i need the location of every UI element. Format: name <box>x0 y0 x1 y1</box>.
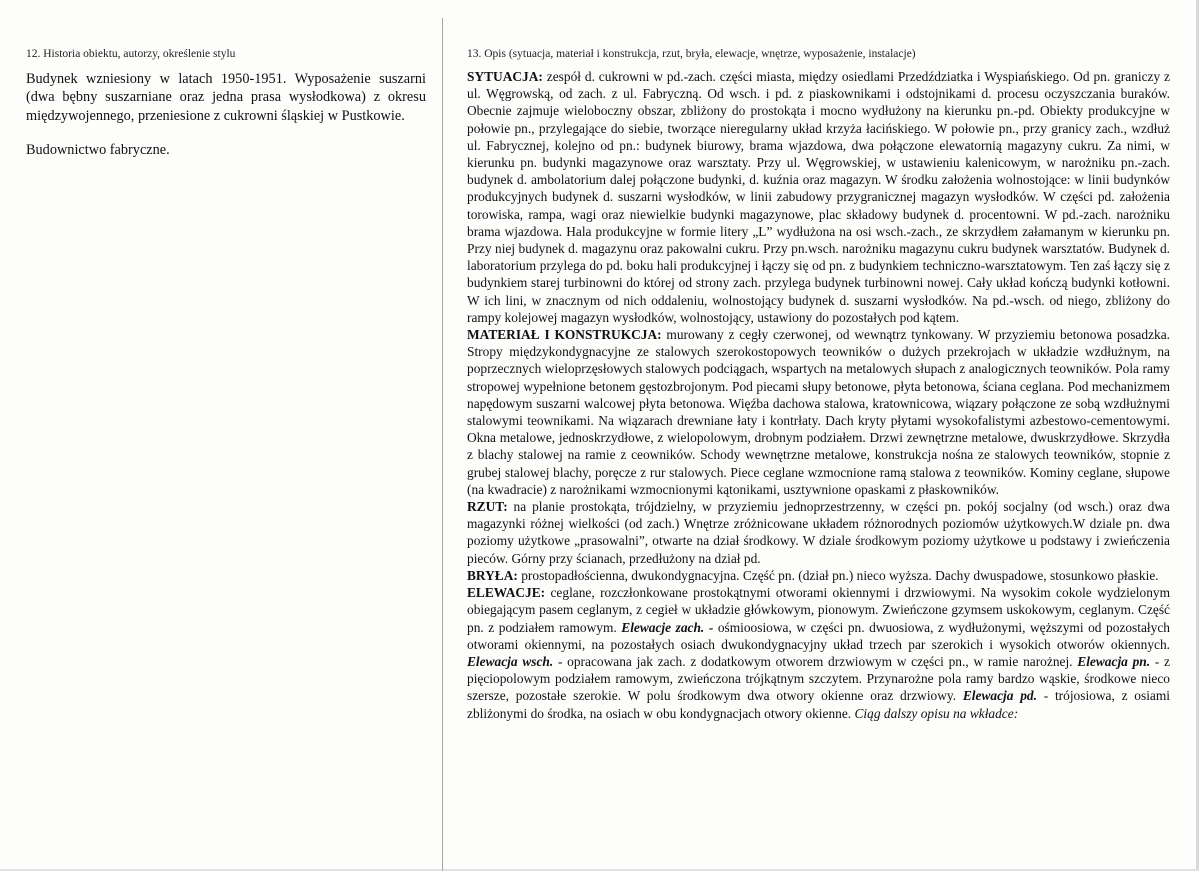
style-text: Budownictwo fabryczne. <box>26 142 170 159</box>
paragraph-material <box>467 326 1170 498</box>
paragraph-elewacje <box>467 584 1170 722</box>
text-elewacja-pd: - trójosiowa, z osiami zbliżonymi do środka, na osiach w obu kondygnacjach otwory okienne. <box>467 688 1171 721</box>
label-elewacja-pd: Elewacja pd. <box>962 688 1037 704</box>
label-elewacje-zach: Elewacje zach. - <box>621 619 714 635</box>
section-13 <box>457 48 1170 722</box>
text-rzut: na planie prostokąta, trójdzielny, w przyziemiu jednoprzestrzenny, w części pn. pokój socjalny (od wsch.) oraz dwa magazynki różnej wielkości (od zach.) Wnętrze zróżnicowane układem różnorodnych poziomów użytkowych.W dziale pn. dwa poziomy użytkowe „prasowalni”, otwarte na dział środkowy. W dziale środkowym poziomy użytkowe u podstawy i zwieńczenia pieców. Górny przy ścianach, przedłużony na dział pd. <box>467 499 1170 566</box>
label-material: MATERIAŁ I KONSTRUKCJA: <box>467 327 662 343</box>
continued-note: Ciąg dalszy opisu na wkładce: <box>854 705 1019 721</box>
label-rzut: RZUT: <box>467 499 508 515</box>
label-elewacja-wsch: Elewacja wsch. <box>467 653 554 669</box>
section-12 <box>26 48 426 160</box>
label-bryla: BRYŁA: <box>467 567 518 583</box>
text-elewacja-pn: - z pięciopolowym podziałem ramowym, zwieńczona trójkątnym szczytem. Przynarożne pola ramy bardzo wąskie, środkowe nieco szersze, pozostałe szerokie. W polu środkowym dwa otwory okienne oraz drzwiowy. <box>467 653 1171 704</box>
label-elewacje: ELEWACJE: <box>467 585 546 601</box>
label-sytuacja: SYTUACJA: <box>467 69 543 84</box>
column-divider <box>442 18 443 871</box>
section-13-heading: 13. Opis (sytuacja, materiał i konstrukcja, rzut, bryła, elewacje, wnętrze, wyposażenie, instalacje) <box>467 48 916 60</box>
label-elewacja-pn: Elewacja pn. <box>1077 653 1151 669</box>
history-text: Budynek wzniesiony w latach 1950-1951. Wyposażenie suszarni (dwa bębny suszarniane oraz jedna prasa wysłodkowa) z okresu międzywojennego, przeniesione z cukrowni śląskiej w Pustkowie. <box>26 71 426 124</box>
text-sytuacja: zespół d. cukrowni w pd.-zach. części miasta, między osiedlami Przedździatka i Wyspiańskiego. Od pn. graniczy z ul. Węgrowską, od zach. z ul. Fabryczną. Od wsch. i pd. z piaskownikami i odstojnikami d. procesu oczyszczania buraków. Obecnie zajmuje wieloboczny obszar, zbliżony do prostokąta i mocno wydłużony na kierunku pn.-pd. Obiekty produkcyjne w połowie pn., przylegające do siebie, tworzące nieregularny układ krzyża łacińskiego. W połowie pn., przy granicy zach., wzdłuż ul. Fabrycznej, kolejno od pn.: budynek biurowy, brama wjazdowa, dwa połączone elewatornią magazyny cukru. Za nimi, w kierunku pn. budynki magazynowe oraz warsztaty. Przy ul. Węgrowskiej, w ustawieniu kalenicowym, w narożniku pn.-zach. budynek d. ambolatorium dalej połączone budynki, d. kuźnia oraz magazyn. W środku założenia wolnostojące: w linii budynków produkcyjnych budynek d. suszarni wysłodków, w linii zabudowy przygranicznej magazyn wysłodków. W części pd. założenia torowiska, rampa, wagi oraz niewielkie budynki magazynowe, plac składowy budynek d. procentowni. W pd.-zach. narożniku brama wjazdowa. Hala produkcyjne w formie litery „L” wydłużona na osi wsch.-zach., ze skrzydłem załamanym w kierunku pn. Przy niej budynek d. magazynu oraz pakowalni cukru. Przy pn.wsch. narożniku magazynu cukru budynek warsztatów. Budynek d. laboratorium przylega do pd. boku hali produkcyjnej i łączy się od pn. z budynkiem techniczno-warsztatowym. Ten zaś łączy się z budynkiem starej turbinowni do której od strony zach. przylega budynek turbinowni nowej. Cały układ kończą budynki kotłowni. W ich lini, w znacznym od nich oddaleniu, wolnostojący budynek d. suszarni wysłodków. Na pd.-wsch. od niego, zbliżony do rampy kolejowej magazyn wysłodków, wolnostojący, ustawiony do pozostałych pod kątem. <box>467 69 1170 325</box>
paragraph-sytuacja <box>467 68 1170 326</box>
text-material: murowany z cegły czerwonej, od wewnątrz tynkowany. W przyziemiu betonowa posadzka. Stropy międzykondygnacyjne ze stalowych szerokostopowych teowników o dużych przekrojach w układzie wzdłużnym, na poprzecznych wieloprzęsłowych stalowych podciągach, wspartych na metalowych słupach z analogicznych teowników. Pola ramy stropowej wypełnione betonem gęstozbrojonym. Pod piecami słupy betonowe, płyta betonowa, ściana ceglana. Pod mechanizmem napędowym suszarni walcowej płyta betonowa. Więźba dachowa stalowa, kratownicowa, wiązary połączone ze sobą wzdłużnymi stalowymi teownikami. Na wiązarach drewniane łaty i kontrłaty. Dach kryty płytami wysokofalistymi azbestowo-cementowymi. Okna metalowe, jednoskrzydłowe, z wielopolowym, drobnym podziałem. Drzwi zewnętrzne metalowe, dwuskrzydłowe. Skrzydła z blachy stalowej na ramie z ceowników. Schody wewnętrzne metalowe, konstrukcja nośna ze stalowych teowników, stopnie z grubej stalowej blachy, poręcze z rur stalowych. Piece ceglane wzmocnione ramą stalowa z teowników. Kominy ceglane, słupowe (na kwadracie) z narożnikami wzmocnionymi kątonikami, usztywnione opaskami z płaskowników. <box>467 327 1170 497</box>
text-elewacje-zach: ośmioosiowa, w części pn. dwuosiowa, z wydłużonymi, węższymi od pozostałych otworami okiennymi, na pozostałych osiach dwukondygnacyjny układ trzech par szerokich i wysokich otworów okiennych. <box>467 619 1170 652</box>
text-elewacja-wsch: - opracowana jak zach. z dodatkowym otworem drzwiowym w części pn., w ramie narożnej. <box>553 653 1078 669</box>
section-12-heading: 12. Historia obiektu, autorzy, określenie stylu <box>26 48 236 60</box>
text-bryla: prostopadłościenna, dwukondygnacyjna. Część pn. (dział pn.) nieco wyższa. Dachy dwuspadowe, stosunkowo płaskie. <box>517 567 1159 583</box>
description-body <box>457 68 1170 722</box>
text-elewacje: ceglane, rozczłonkowane prostokątnymi otworami okiennymi i drzwiowymi. Na wysokim cokole wydzielonym obiegającym pasem ceglanym, z cegieł w układzie główkowym, pionowym. Zwieńczone gzymsem uskokowym, ceglanym. Część pn. z podziałem ramowym. <box>467 585 1170 635</box>
paragraph-bryla <box>467 567 1170 584</box>
paragraph-rzut <box>467 498 1170 567</box>
